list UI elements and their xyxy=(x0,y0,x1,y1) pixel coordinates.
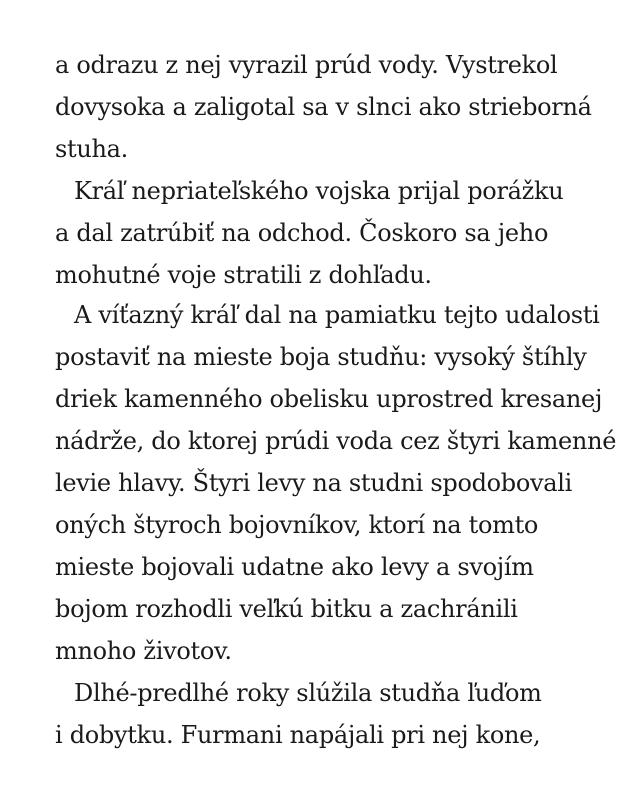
text-line: mnoho životov. xyxy=(55,637,232,665)
text-line: oných štyroch bojovníkov, ktorí na tomto xyxy=(55,511,539,539)
text-line: driek kamenného obelisku uprostred kresanej xyxy=(55,385,603,413)
text-line: levie hlavy. Štyri levy na studni spodobovali xyxy=(55,469,573,497)
text-line: a dal zatrúbiť na odchod. Čoskoro sa jeho xyxy=(55,219,549,247)
text-line: dovysoka a zaligotal sa v slnci ako strieborná xyxy=(55,93,592,121)
text-line: A víťazný kráľ dal na pamiatku tejto udalosti xyxy=(74,301,600,329)
text-line: bojom rozhodli veľkú bitku a zachránili xyxy=(55,595,518,623)
text-line: nádrže, do ktorej prúdi voda cez štyri kamenné xyxy=(55,427,617,455)
text-line: mohutné voje stratili z dohľadu. xyxy=(55,261,432,289)
text-line: postaviť na mieste boja studňu: vysoký štíhly xyxy=(55,343,587,371)
text-line: Kráľ nepriateľského vojska prijal porážku xyxy=(74,177,564,205)
text-line: mieste bojovali udatne ako levy a svojím xyxy=(55,553,534,581)
text-line: Dlhé-predlhé roky slúžila studňa ľuďom xyxy=(74,679,542,707)
text-line: a odrazu z nej vyrazil prúd vody. Vystrekol xyxy=(55,51,558,79)
text-line: stuha. xyxy=(55,135,129,163)
text-line: i dobytku. Furmani napájali pri nej kone, xyxy=(55,721,541,749)
